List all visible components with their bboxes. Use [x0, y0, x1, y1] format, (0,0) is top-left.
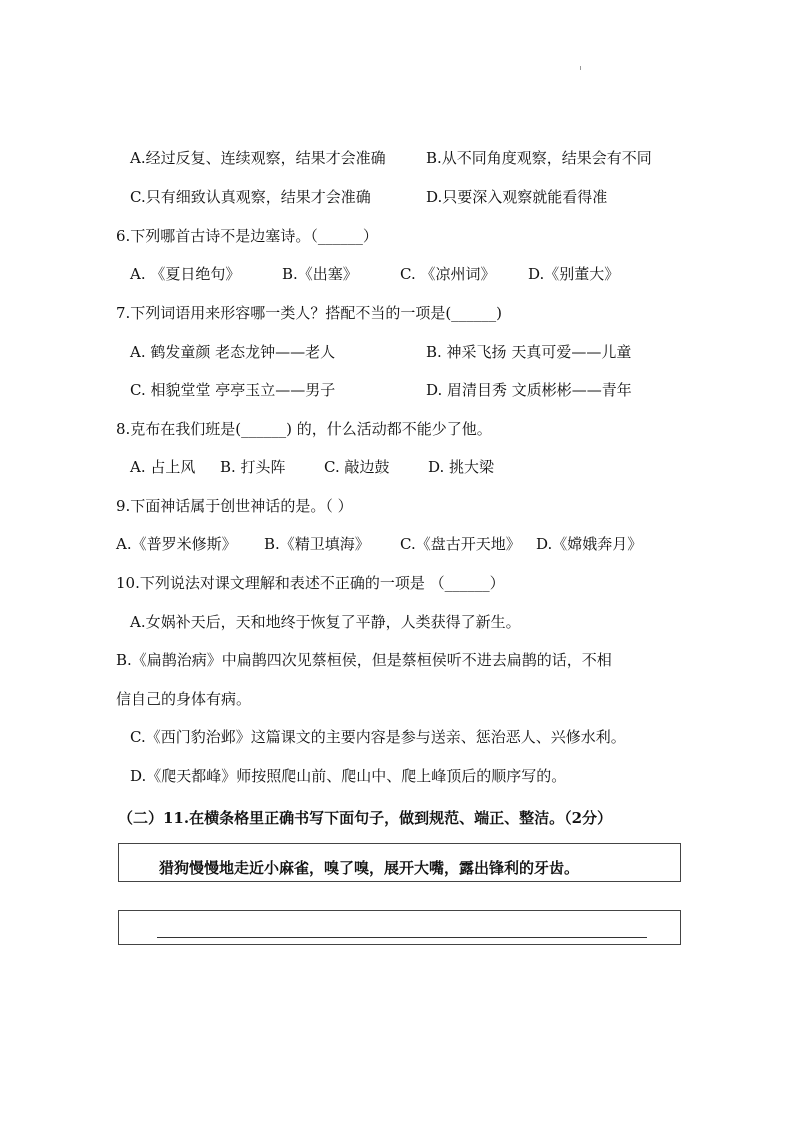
- q7-option-d: D. 眉清目秀 文质彬彬——青年: [426, 381, 632, 399]
- q6-option-b: B.《出塞》: [282, 265, 358, 283]
- writing-box[interactable]: [118, 910, 681, 945]
- q10-option-a: A.女娲补天后，天和地终于恢复了平静，人类获得了新生。: [130, 613, 521, 631]
- q10-option-b-line2: 信自己的身体有病。: [116, 690, 252, 708]
- q7-option-b: B. 神采飞扬 天真可爱——儿童: [426, 343, 632, 361]
- q9-stem: 9.下面神话属于创世神话的是。（ ）: [116, 497, 353, 515]
- q6-option-a: A. 《夏日绝句》: [130, 265, 241, 283]
- section-heading: （二）11.在横条格里正确书写下面句子，做到规范、端正、整洁。（2分）: [118, 809, 613, 827]
- q7-option-a: A. 鹤发童颜 老态龙钟——老人: [130, 343, 336, 361]
- q6-option-c: C. 《凉州词》: [400, 265, 496, 283]
- q8-option-c: C. 敲边鼓: [324, 458, 390, 476]
- q10-stem: 10.下列说法对课文理解和表述不正确的一项是 （______）: [116, 574, 505, 592]
- q9-option-b: B.《精卫填海》: [264, 535, 370, 553]
- writing-line[interactable]: [157, 937, 647, 938]
- q8-option-d: D. 挑大梁: [428, 458, 495, 476]
- q10-option-d: D.《爬天都峰》师按照爬山前、爬山中、爬上峰顶后的顺序写的。: [130, 767, 567, 785]
- model-sentence-box: [118, 843, 681, 882]
- q6-option-d: D.《别董大》: [528, 265, 620, 283]
- q5-option-d: D.只要深入观察就能看得准: [426, 188, 608, 206]
- q9-option-a: A.《普罗米修斯》: [116, 535, 237, 553]
- q10-option-c: C.《西门豹治邺》这篇课文的主要内容是参与送亲、惩治恶人、兴修水利。: [130, 728, 626, 746]
- q7-option-c: C. 相貌堂堂 亭亭玉立——男子: [130, 381, 336, 399]
- q8-option-a: A. 占上风: [130, 458, 196, 476]
- q6-stem: 6.下列哪首古诗不是边塞诗。（______）: [116, 227, 378, 245]
- q8-stem: 8.克布在我们班是(______) 的，什么活动都不能少了他。: [116, 420, 492, 438]
- q5-option-c: C.只有细致认真观察，结果才会准确: [130, 188, 371, 206]
- page-mark: [580, 66, 581, 70]
- q7-stem: 7.下列词语用来形容哪一类人？搭配不当的一项是(______): [116, 304, 503, 322]
- q10-option-b-line1: B.《扁鹊治病》中扁鹊四次见蔡桓侯，但是蔡桓侯听不进去扁鹊的话，不相: [116, 651, 612, 669]
- q5-option-a: A.经过反复、连续观察，结果才会准确: [130, 149, 386, 167]
- model-sentence: 猎狗慢慢地走近小麻雀，嗅了嗅，展开大嘴，露出锋利的牙齿。: [159, 859, 580, 877]
- q5-option-b: B.从不同角度观察，结果会有不同: [426, 149, 652, 167]
- q9-option-c: C.《盘古开天地》: [400, 535, 521, 553]
- q8-option-b: B. 打头阵: [220, 458, 286, 476]
- q9-option-d: D.《嫦娥奔月》: [536, 535, 643, 553]
